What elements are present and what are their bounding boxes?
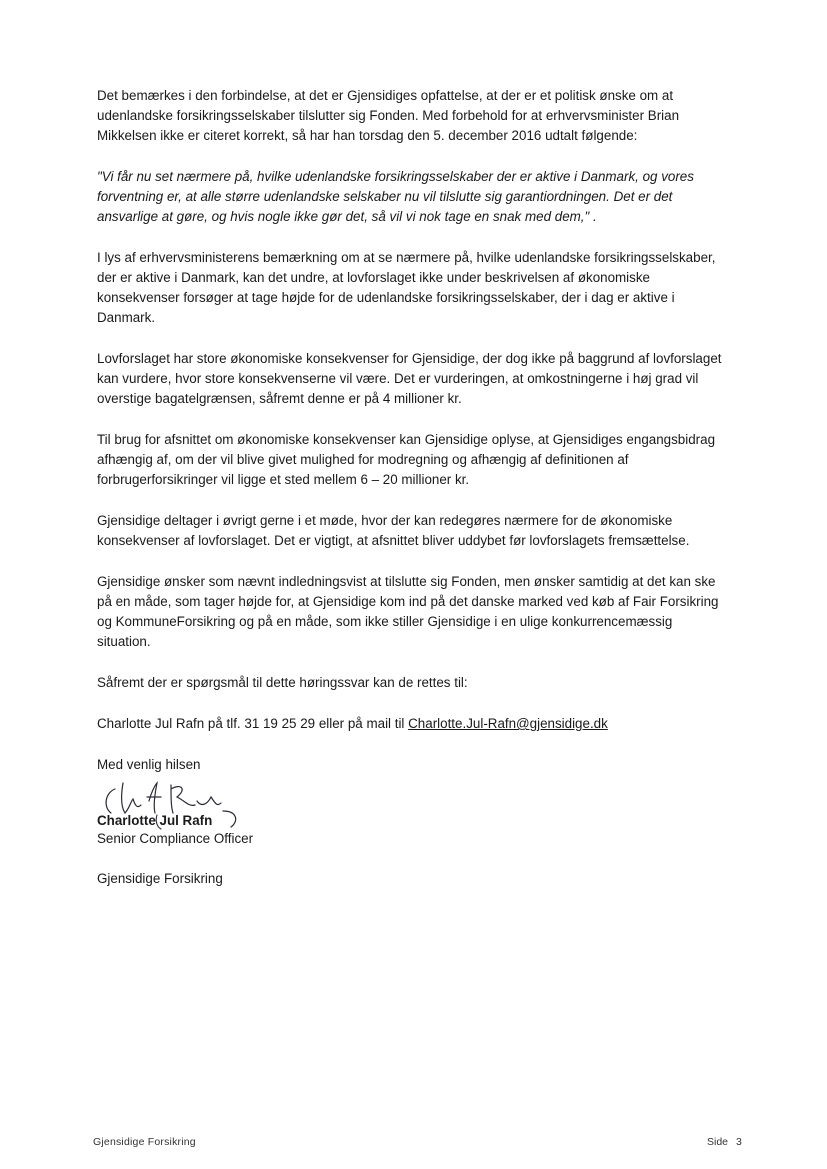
closing-greeting: Med venlig hilsen — [97, 757, 201, 772]
footer-company: Gjensidige Forsikring — [93, 1136, 196, 1148]
letter-body — [97, 86, 727, 902]
paragraph-intro: Det bemærkes i den forbindelse, at det er Gjensidiges opfattelse, at der er et politisk ønske om at udenlandske forsikringsselskaber tilslutter sig Fonden. Med forbehold for at erhvervsminister Brian Mikkelsen ikke er citeret korrekt, så har han torsdag den 5. december 2016 udtalt følgende: — [97, 88, 680, 143]
contact-email-link[interactable]: Charlotte.Jul-Rafn@gjensidige.dk — [408, 716, 608, 731]
paragraph-minister-remark: I lys af erhvervsministerens bemærkning om at se nærmere på, hvilke udenlandske forsikringsselskaber, der er aktive i Danmark, kan det undre, at lovforslaget ikke under beskrivelsen af økonomiske konsekvenser forsøger at tage højde for de udenlandske forsikringsselskaber, der i dag er aktive i Danmark. — [97, 250, 716, 325]
contact-prefix: Charlotte Jul Rafn på tlf. 31 19 25 29 eller på mail til — [97, 716, 409, 731]
signature-block — [97, 781, 727, 829]
footer-page-label: Side — [707, 1136, 729, 1148]
paragraph-economic-consequences: Lovforslaget har store økonomiske konsekvenser for Gjensidige, der dog ikke på baggrund af lovforslaget kan vurdere, hvor store konsekvenserne vil være. Det er vurderingen, at omkostningerne i høj grad vil overstige bagatelgrænsen, såfremt denne er på 4 millioner kr. — [97, 351, 722, 406]
signer-name: Charlotte Jul Rafn — [97, 813, 213, 828]
paragraph-meeting: Gjensidige deltager i øvrigt gerne i et møde, hvor der kan redegøres nærmere for de økonomiske konsekvenser af lovforslaget. Det er vigtigt, at afsnittet bliver uddybet før lovforslagets fremsættelse. — [97, 513, 690, 548]
footer-page-number: 3 — [736, 1136, 742, 1148]
paragraph-quote: "Vi får nu set nærmere på, hvilke udenlandske forsikringsselskaber der er aktive i Danmark, og vores forventning er, at alle større udenlandske selskaber nu vil tilslutte sig garantiordningen. Det er det ansvarlige at gøre, og hvis nogle ikke gør det, så vil vi nok tage en snak med dem," . — [97, 169, 694, 224]
paragraph-contribution: Til brug for afsnittet om økonomiske konsekvenser kan Gjensidige oplyse, at Gjensidiges engangsbidrag afhængig af, om der vil blive givet mulighed for modregning og afhængig af definitionen af forbrugerforsikringer vil ligge et sted mellem 6 – 20 millioner kr. — [97, 432, 716, 487]
signer-company: Gjensidige Forsikring — [97, 871, 223, 886]
signer-title: Senior Compliance Officer — [97, 831, 254, 846]
contact-line — [97, 714, 727, 734]
footer-page — [707, 1136, 742, 1148]
paragraph-questions: Såfremt der er spørgsmål til dette høringssvar kan de rettes til: — [97, 675, 468, 690]
paragraph-fund-membership: Gjensidige ønsker som nævnt indledningsvist at tilslutte sig Fonden, men ønsker samtidig at det kan ske på en måde, som tager højde for, at Gjensidige kom ind på det danske marked ved køb af Fair Forsikring og KommuneForsikring og på en måde, som ikke stiller Gjensidige i en ulige konkurrencemæssig situation. — [97, 574, 719, 649]
